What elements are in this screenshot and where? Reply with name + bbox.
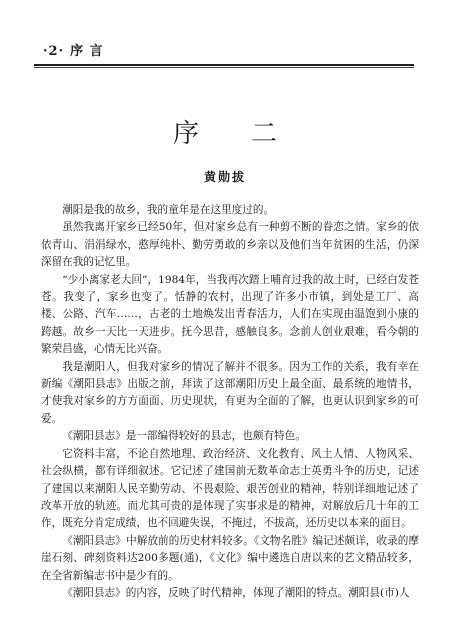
body-text xyxy=(41,202,419,602)
running-header xyxy=(43,40,104,59)
paragraph: 《潮阳县志》是一部编得较好的县志，也颇有特色。 xyxy=(62,430,306,443)
paragraph: 潮阳是我的故乡，我的童年是在这里度过的。 xyxy=(62,204,275,216)
paragraph: 《潮阳县志》中解放前的历史材料较多。《文物名胜》编记述颇详，收录的摩崖石刻、碑刻资料达200多题(通)，《文化》编中遴选自唐以来的艺文精品较多，在全省新编志书中是少有的。 xyxy=(41,534,419,582)
section-title: 序 言 xyxy=(70,44,104,59)
paragraph: “少小离家老大回”，1984年，当我再次踏上哺育过我的故土时，已经白发苍苍。我变了，家乡也变了。恬静的农村，出现了许多小市镇，到处是工厂、高楼、公路、汽车……，古老的土地焕发出青春活力，人们在实现由温饱到小康的跨越。故乡一天比一天进步。抚今思昔，感触良多。念前人创业艰难，看今朝的繁荣昌盛，心情无比兴奋。 xyxy=(41,273,419,356)
header-rule-thin xyxy=(34,67,414,68)
paragraph: 《潮阳县志》的内容，反映了时代精神，体现了潮阳的特点。潮阳县(市)人 xyxy=(62,586,410,599)
header-rule-thick xyxy=(34,64,414,66)
chapter-title: 序二 xyxy=(172,119,329,149)
paragraph: 我是潮阳人，但我对家乡的情况了解并不很多。因为工作的关系，我有幸在新编《潮阳县志》出版之前，拜读了这部潮阳历史上最全面、最系统的地情书，才使我对家乡的方方面面、历史现状，有更为全面的了解，也更认识到家乡的可爱。 xyxy=(41,360,419,425)
paragraph: 它资料丰富，不论自然地理、政治经济、文化教育、风土人情、人物风采、社会纵横，都有详细叙述。它记述了建国前无数革命志士英勇斗争的历史，记述了建国以来潮阳人民辛勤劳动、不畏艰险、艰苦创业的精神，特别详细地记述了改革开放的轨迹。而尤其可贵的是体现了实事求是的精神，对解放后几十年的工作，既充分肯定成绩，也不回避失误，不掩过，不拔高，还历史以本来的面目。 xyxy=(41,447,419,530)
paragraph: 虽然我离开家乡已经50年，但对家乡总有一种剪不断的眷恋之情。家乡的依依青山、涓涓绿水，憨厚纯朴、勤劳勇敢的乡亲以及他们当年贫困的生活，仍深深留在我的记忆里。 xyxy=(41,221,419,269)
author-name: 黄勋拔 xyxy=(203,170,246,184)
page-number: ·2· xyxy=(43,44,65,59)
